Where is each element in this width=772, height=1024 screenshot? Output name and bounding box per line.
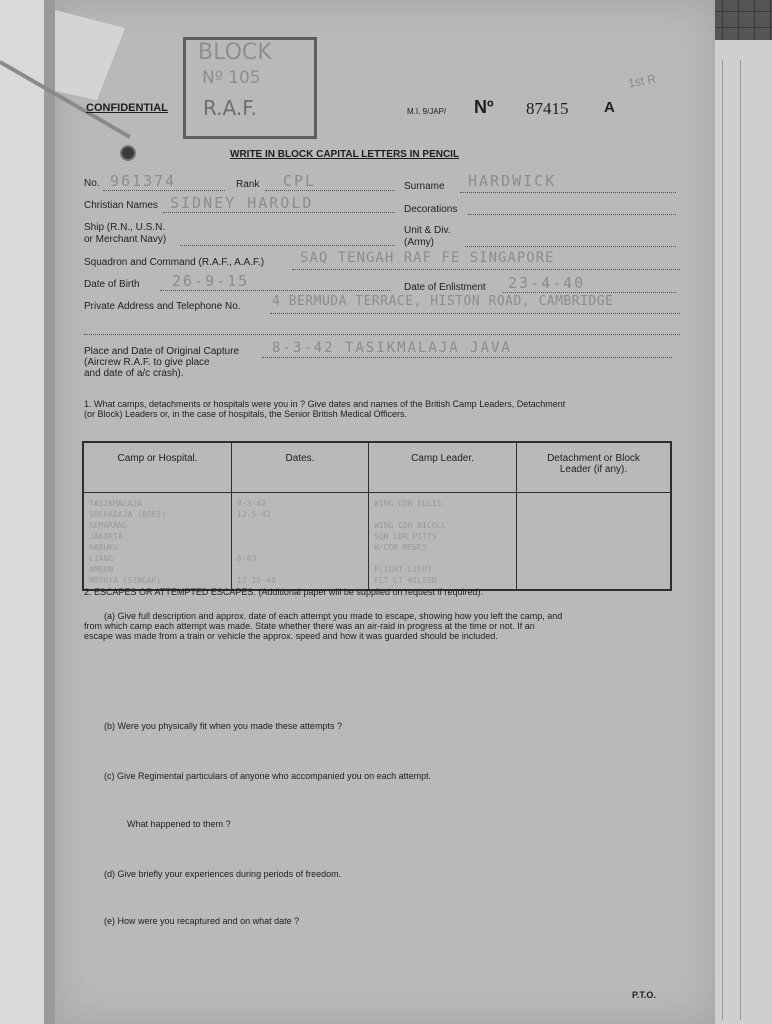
section2-c: (c) Give Regimental particulars of anyone who accompanied you on each attempt. [104,771,432,781]
column-camp-leader: Camp Leader. [369,442,517,493]
stamp-line-2: Nº 105 [202,68,261,88]
leader-entries[interactable]: WING CDR ELLIS WING CDR NICOLL SQN LDR PITTS W/CDR MEWES FLIGHT LIEUT FLT LT WILSON [374,499,447,585]
capture-label-line3: and date of a/c crash). [84,368,184,379]
form-number: 87415 [526,99,569,118]
no-line [103,190,225,191]
section2-b: (b) Were you physically fit when you made these attempts ? [104,721,342,731]
section2-d: (d) Give briefly your experiences during periods of freedom. [104,869,342,879]
ship-label-line1: Ship (R.N., U.S.N. [84,222,166,233]
ship-label-line2: or Merchant Navy) [84,234,167,245]
no-value[interactable]: 961374 [110,172,177,190]
address-line-2 [84,334,680,335]
stamp-line-3: R.A.F. [203,96,257,120]
date-of-enlistment-line [503,292,676,293]
date-of-enlistment-value[interactable]: 23-4-40 [508,274,586,292]
number-label: Nº [474,97,494,117]
camps-table [82,441,672,591]
no-label: No. [84,178,100,189]
pto-label: P.T.O. [632,990,656,1000]
date-of-enlistment-label: Date of Enlistment [404,282,486,293]
capture-label-line2: (Aircrew R.A.F. to give place [84,357,210,368]
capture-line [262,357,672,358]
table-row [83,493,671,591]
christian-names-line [163,212,395,213]
pencil-annotation: 1st R [626,71,658,91]
unit-line [465,246,676,247]
capture-value[interactable]: 8-3-42 TASIKMALAJA JAVA [272,340,512,356]
section2-heading: 2. ESCAPES OR ATTEMPTED ESCAPES. (Additional paper will be supplied on request if required). [84,587,484,597]
decorations-label: Decorations [404,204,458,215]
eyelet-hole [120,145,136,161]
rank-label: Rank [236,179,260,190]
column-camp-or-hospital: Camp or Hospital. [83,442,232,493]
reference-label: M.I. 9/JAP/ [407,107,447,116]
column-dates: Dates. [232,442,369,493]
section1-question-line2: (or Block) Leaders or, in the case of hospitals, the Senior British Medical Officers. [84,409,407,419]
surname-value[interactable]: HARDWICK [468,172,557,190]
squadron-value[interactable]: SAQ TENGAH RAF FE SINGAPORE [300,250,555,266]
date-of-birth-label: Date of Birth [84,279,140,290]
confidential-label: CONFIDENTIAL [86,102,168,114]
section2-a-line3: escape was made from a train or vehicle the approx. speed and how it was guarded should be included. [84,631,498,641]
date-entries[interactable]: 8-3-42 12-5-42 6-43 12-10-44 [237,499,276,585]
date-of-birth-line [160,290,390,291]
decorations-line [468,214,676,215]
squadron-line [292,269,680,270]
column-detachment-leader: Detachment or Block Leader (if any). [517,442,672,493]
stamp-line-1: BLOCK [198,40,272,65]
christian-names-label: Christian Names [84,200,158,211]
address-line [270,313,680,314]
camp-entries[interactable]: TASIKMALAJA SOERABAJA (BOEI) SEMARANG JAKARTA HARUKU LIANG AMBON MOTOYA (SINGAP) [89,499,167,585]
section2-a-line1: (a) Give full description and approx. date of each attempt you made to escape, showing how you left the camp, and [104,611,563,621]
form-heading: WRITE IN BLOCK CAPITAL LETTERS IN PENCIL [230,149,460,160]
squadron-label: Squadron and Command (R.A.F., A.A.F.) [84,257,265,268]
unit-label-line2: (Army) [404,237,434,248]
surname-line [460,192,676,193]
surname-label: Surname [404,181,445,192]
capture-label-line1: Place and Date of Original Capture [84,346,240,357]
address-label: Private Address and Telephone No. [84,301,241,312]
date-of-birth-value[interactable]: 26-9-15 [172,272,250,290]
form-number-suffix: A [604,99,615,116]
section2-c-followup: What happened to them ? [127,819,231,829]
rank-value[interactable]: CPL [283,172,317,190]
rank-line [265,190,395,191]
unit-label-line1: Unit & Div. [404,225,451,236]
address-value[interactable]: 4 BERMUDA TERRACE, HISTON ROAD, CAMBRIDGE [272,294,614,309]
detachment-entries[interactable] [518,494,669,588]
ship-line [180,245,395,246]
section2-a-line2: from which camp each attempt was made. State whether there was an air-raid in progress at the time or not. If an [84,621,535,631]
section2-e: (e) How were you recaptured and on what date ? [104,916,300,926]
christian-names-value[interactable]: SIDNEY HAROLD [170,194,314,212]
section1-question-line1: 1. What camps, detachments or hospitals were you in ? Give dates and names of the British Camp Leaders, Detachment [84,399,566,409]
camps-table-header [83,442,671,493]
